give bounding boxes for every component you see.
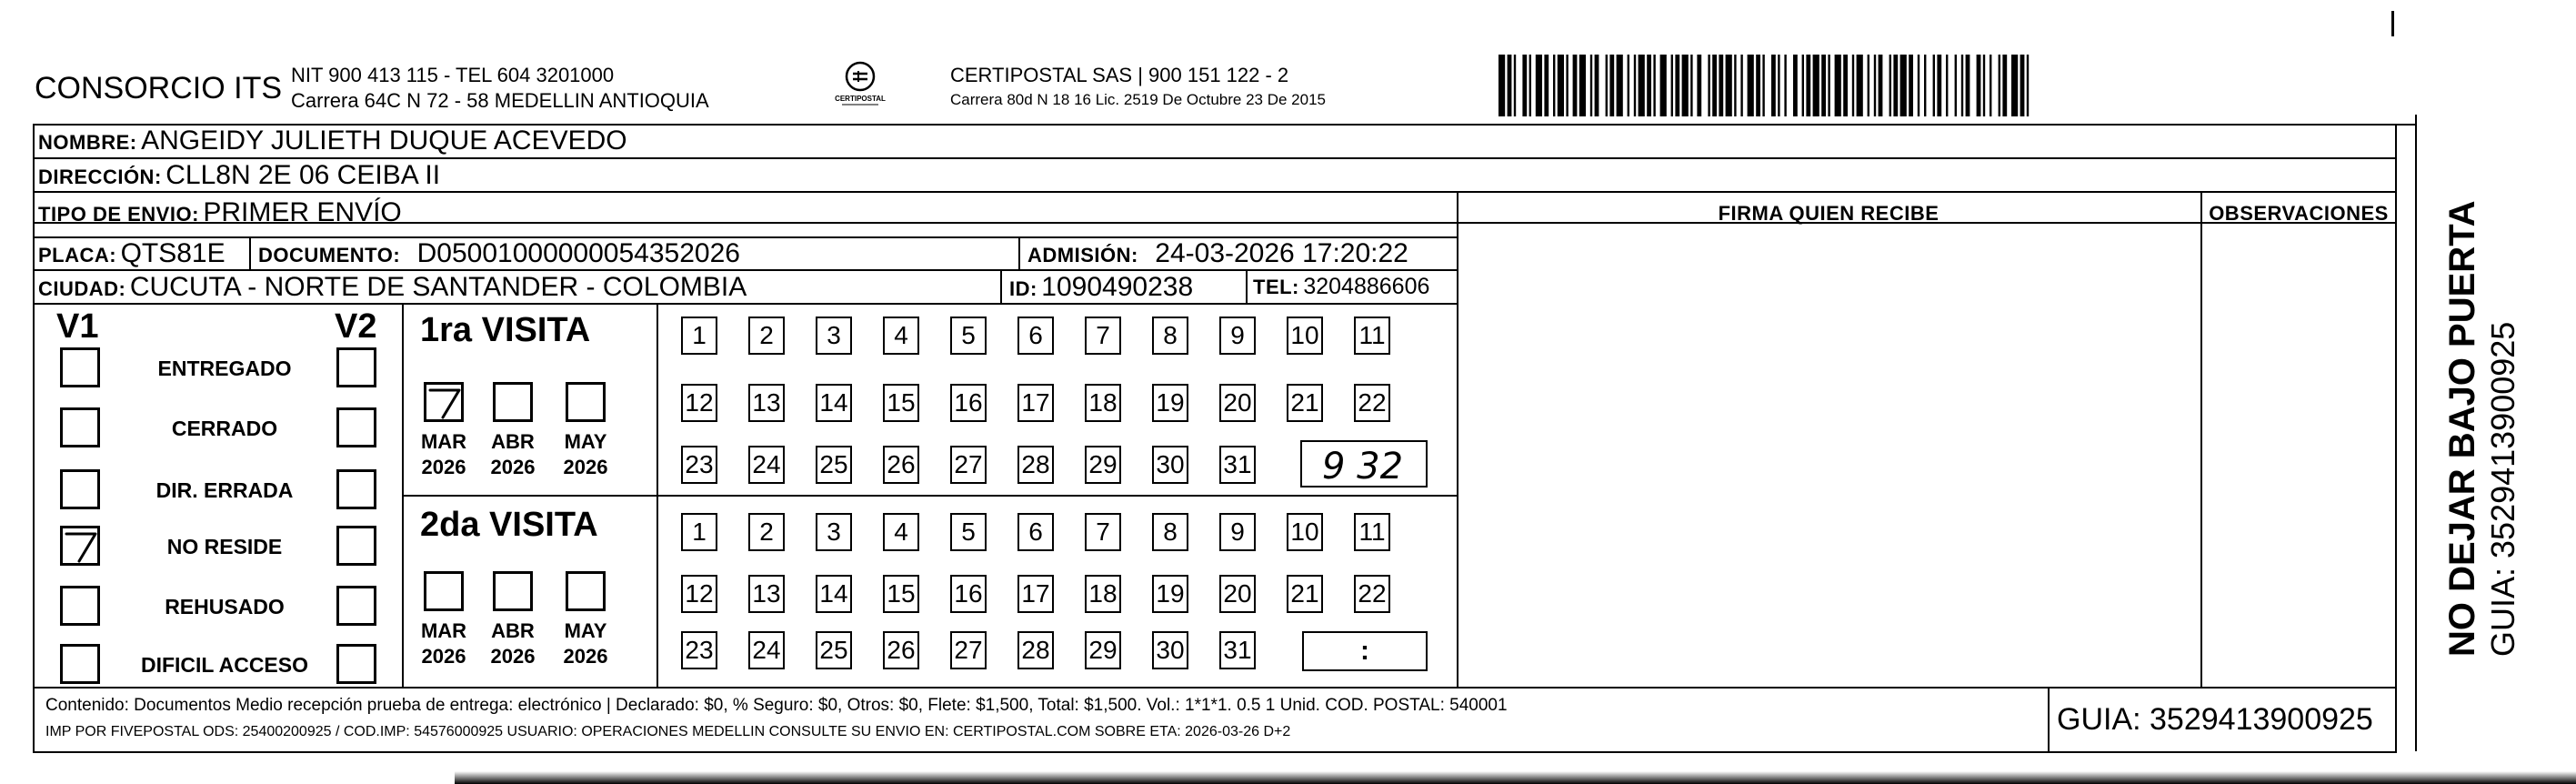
v1-checkbox-2[interactable] [60, 407, 100, 447]
barcode-bar [1544, 55, 1549, 116]
barcode-bar [1999, 55, 2000, 116]
barcode-bar [1868, 55, 1869, 116]
barcode-bar [1740, 55, 1742, 116]
barcode-bar [1697, 55, 1701, 116]
first-visit-day-box[interactable]: 28 [1017, 446, 1054, 484]
first-visit-day-box[interactable]: 22 [1354, 384, 1390, 422]
company-address: Carrera 64C N 72 - 58 MEDELLIN ANTIOQUIA [291, 89, 709, 112]
barcode-bar [1874, 55, 1876, 116]
first-visit-month-box[interactable] [424, 382, 464, 422]
first-visit-day-box[interactable]: 5 [950, 317, 987, 355]
id-label: ID: [1009, 277, 1037, 300]
certipostal-logo [835, 60, 886, 112]
v1-checkbox-3[interactable] [60, 469, 100, 509]
month-label: ABR [491, 619, 535, 642]
first-visit-day-box[interactable]: 16 [950, 384, 987, 422]
barcode-bar [1498, 55, 1505, 116]
first-visit-day-box[interactable]: 7 [1085, 317, 1121, 355]
logo-text: CERTIPOSTAL [835, 95, 886, 103]
second-visit-day-box[interactable]: 20 [1219, 575, 1256, 613]
first-visit-month-box[interactable] [566, 382, 606, 422]
barcode-bar [1933, 55, 1935, 116]
barcode-bar [1595, 55, 1599, 116]
tel-label: TEL: [1253, 276, 1299, 298]
barcode-bar [1553, 55, 1555, 116]
barcode-bar [1784, 55, 1786, 116]
barcode-bar [1924, 55, 1926, 116]
contenido-text: Contenido: Documentos Medio recepción prueba de entrega: electrónico | Declarado: $0, % Seguro: $0, Otros: $0, Flete: $1,500, Total: $1,500. Vol.: 1*1*1. 0.5 1 Unid. COD. POSTAL: 540001 [45, 696, 1508, 715]
v1-checkbox-1[interactable] [60, 347, 100, 387]
barcode-bar [1771, 55, 1776, 116]
first-visit-day-box[interactable]: 3 [816, 317, 852, 355]
barcode-bar [1653, 55, 1655, 116]
status-label: DIR. ERRADA [155, 478, 294, 502]
barcode-bar [1983, 55, 1985, 116]
barcode-bar [1566, 55, 1568, 116]
first-visit-day-box[interactable]: 30 [1152, 446, 1188, 484]
second-visit-day-box[interactable]: 17 [1017, 575, 1054, 613]
v2-checkbox-1[interactable] [336, 347, 376, 387]
first-visit-day-box[interactable]: 15 [883, 384, 919, 422]
barcode-bar [2027, 55, 2029, 116]
certipostal-logo-icon [835, 60, 886, 107]
second-visit-day-box[interactable]: 7 [1085, 513, 1121, 551]
first-visit-day-box[interactable]: 29 [1085, 446, 1121, 484]
carrier-license: Carrera 80d N 18 16 Lic. 2519 De Octubre 23 De 2015 [950, 91, 1326, 108]
first-visit-day-box[interactable]: 20 [1219, 384, 1256, 422]
barcode-bar [1813, 55, 1819, 116]
barcode-bar [1802, 55, 1804, 116]
first-visit-day-box[interactable]: 21 [1287, 384, 1323, 422]
admision-label: ADMISIÓN: [1027, 244, 1138, 266]
nombre-label: NOMBRE: [38, 131, 137, 154]
scan-shadow [455, 771, 2576, 784]
barcode-bar [1508, 55, 1512, 116]
observaciones-label: OBSERVACIONES [2209, 202, 2389, 225]
first-visit-day-box[interactable]: 24 [748, 446, 785, 484]
first-visit-hour-box[interactable] [1300, 440, 1428, 487]
barcode-bar [1961, 55, 1963, 116]
second-visit-day-box[interactable]: 22 [1354, 575, 1390, 613]
first-visit-day-box[interactable]: 8 [1152, 317, 1188, 355]
first-visit-day-box[interactable]: 18 [1085, 384, 1121, 422]
first-visit-day-box[interactable]: 25 [816, 446, 852, 484]
status-label: DIFICIL ACCESO [140, 653, 308, 677]
direccion-value: CLL8N 2E 06 CEIBA II [165, 160, 441, 190]
first-visit-day-box[interactable]: 11 [1354, 317, 1390, 355]
second-visit-day-box[interactable]: 14 [816, 575, 852, 613]
year-label: 2026 [563, 456, 608, 478]
v2-checkbox-5[interactable] [336, 586, 376, 626]
status-label: CERRADO [171, 417, 278, 440]
firma-label: FIRMA QUIEN RECIBE [1718, 202, 1940, 225]
second-visit-day-box[interactable]: 3 [816, 513, 852, 551]
barcode-bar [1734, 55, 1736, 116]
year-label: 2026 [490, 645, 536, 668]
check-mark-icon [426, 385, 463, 421]
first-visit-day-box[interactable]: 2 [748, 317, 785, 355]
barcode-bar [1726, 55, 1732, 116]
barcode-bar [1756, 55, 1760, 116]
second-visit-day-box[interactable]: 10 [1287, 513, 1323, 551]
v1-checkbox-4[interactable] [60, 526, 100, 566]
second-visit-day-box[interactable]: 24 [748, 631, 785, 669]
second-visit-day-box[interactable]: 29 [1085, 631, 1121, 669]
tipo-envio-label: TIPO DE ENVIO: [38, 203, 199, 226]
v1-label: V1 [56, 307, 99, 346]
month-label: MAY [564, 619, 607, 642]
barcode-bar [1778, 55, 1779, 116]
barcode-bar [1893, 55, 1898, 116]
second-visit-day-box[interactable]: 31 [1219, 631, 1256, 669]
direccion-row [38, 160, 440, 191]
side-guia: GUIA: 3529413900925 [2484, 321, 2521, 657]
scan-mark [2391, 11, 2394, 36]
direccion-label: DIRECCIÓN: [38, 166, 162, 188]
ciudad-label: CIUDAD: [38, 277, 126, 300]
barcode-bar [1634, 55, 1636, 116]
barcode-bar [1889, 55, 1891, 116]
second-visit-day-box[interactable]: 8 [1152, 513, 1188, 551]
second-visit-day-box[interactable]: 26 [883, 631, 919, 669]
second-visit-day-box[interactable]: 13 [748, 575, 785, 613]
first-visit-day-box[interactable]: 19 [1152, 384, 1188, 422]
status-label: NO RESIDE [166, 535, 283, 558]
barcode-bar [1879, 55, 1883, 116]
first-visit-day-box[interactable]: 14 [816, 384, 852, 422]
status-label: REHUSADO [165, 595, 285, 618]
barcode-bar [1639, 55, 1645, 116]
barcode-bar [1514, 55, 1516, 116]
barcode-bar [1573, 55, 1578, 116]
second-visit-day-box[interactable]: 25 [816, 631, 852, 669]
first-visit-day-box[interactable]: 13 [748, 384, 785, 422]
first-visit-day-box[interactable]: 9 [1219, 317, 1256, 355]
barcode-bar [1712, 55, 1717, 116]
first-visit-day-box[interactable]: 4 [883, 317, 919, 355]
year-label: 2026 [421, 456, 466, 478]
v2-checkbox-4[interactable] [336, 526, 376, 566]
barcode-bar [1682, 55, 1689, 116]
barcode-bar [1719, 55, 1723, 116]
second-visit-day-box[interactable]: 11 [1354, 513, 1390, 551]
barcode-bar [1977, 55, 1981, 116]
first-visit-day-box[interactable]: 12 [681, 384, 717, 422]
second-visit-day-box[interactable]: 30 [1152, 631, 1188, 669]
barcode-bar [1675, 55, 1679, 116]
barcode-bar [1955, 55, 1957, 116]
month-label: MAR [420, 619, 467, 642]
placa-value: QTS81E [120, 238, 226, 268]
barcode [1498, 55, 2182, 116]
second-visit-month-box[interactable] [566, 571, 606, 611]
second-visit-day-box[interactable]: 27 [950, 631, 987, 669]
barcode-bar [1946, 55, 1948, 116]
barcode-bar [1579, 55, 1586, 116]
check-mark-icon [63, 528, 99, 565]
tipo-envio-row [38, 197, 402, 228]
barcode-bar [1529, 55, 1531, 116]
barcode-bar [1762, 55, 1764, 116]
first-visit-day-box[interactable]: 17 [1017, 384, 1054, 422]
barcode-bar [1843, 55, 1848, 116]
company-nit: NIT 900 413 115 - TEL 604 3201000 [291, 64, 615, 86]
barcode-bar [1966, 55, 1970, 116]
year-label: 2026 [563, 645, 608, 668]
month-label: ABR [491, 430, 535, 453]
barcode-bar [1990, 55, 1991, 116]
second-visit-hour-box[interactable] [1302, 631, 1428, 671]
barcode-bar [1617, 55, 1623, 116]
barcode-bar [1606, 55, 1608, 116]
v2-label: V2 [335, 307, 377, 346]
company-name: CONSORCIO ITS [35, 71, 283, 106]
second-visit-day-box[interactable]: 23 [681, 631, 717, 669]
barcode-bar [1660, 55, 1667, 116]
second-visit-day-box[interactable]: 2 [748, 513, 785, 551]
second-visit-day-box[interactable]: 5 [950, 513, 987, 551]
first-visit-day-box[interactable]: 23 [681, 446, 717, 484]
second-visit-day-box[interactable]: 6 [1017, 513, 1054, 551]
second-visit-day-box[interactable]: 16 [950, 575, 987, 613]
id-field [1009, 272, 1193, 303]
month-label: MAY [564, 430, 607, 453]
first-visit-day-box[interactable]: 31 [1219, 446, 1256, 484]
year-label: 2026 [490, 456, 536, 478]
barcode-bar [1590, 55, 1592, 116]
v2-checkbox-2[interactable] [336, 407, 376, 447]
tipo-envio-value: PRIMER ENVÍO [203, 197, 402, 227]
barcode-bar [1828, 55, 1829, 116]
first-visit-label: 1ra VISITA [420, 311, 591, 349]
year-label: 2026 [421, 645, 466, 668]
admision-value: 24-03-2026 17:20:22 [1155, 238, 1408, 268]
barcode-bar [1536, 55, 1542, 116]
documento-label: DOCUMENTO: [258, 244, 401, 266]
barcode-bar [1609, 55, 1614, 116]
v1-checkbox-6[interactable] [60, 644, 100, 684]
documento-value: D05001000000054352026 [416, 238, 740, 268]
barcode-bar [1671, 55, 1673, 116]
second-visit-day-box[interactable]: 21 [1287, 575, 1323, 613]
barcode-bar [1821, 55, 1826, 116]
barcode-bar [1690, 55, 1692, 116]
second-visit-month-box[interactable] [424, 571, 464, 611]
barcode-bar [2002, 55, 2007, 116]
first-visit-day-box[interactable]: 10 [1287, 317, 1323, 355]
first-visit-day-box[interactable]: 26 [883, 446, 919, 484]
month-label: MAR [420, 430, 467, 453]
ciudad-value: CUCUTA - NORTE DE SANTANDER - COLOMBIA [129, 272, 747, 302]
imp-text: IMP POR FIVEPOSTAL ODS: 25400200925 / COD.IMP: 54576000925 USUARIO: OPERACIONES MEDELLIN CONSULTE SU ENVIO EN: CERTIPOSTAL.COM SOBRE ETA: 2026-03-26 D+2 [45, 724, 1291, 739]
v2-checkbox-6[interactable] [336, 644, 376, 684]
admision-field [1027, 238, 1408, 269]
first-visit-month-box[interactable] [493, 382, 533, 422]
first-visit-hour-value: 9 32 [1322, 446, 1404, 487]
placa-label: PLACA: [38, 244, 117, 266]
first-visit-day-box[interactable]: 1 [681, 317, 717, 355]
barcode-bar [1852, 55, 1854, 116]
barcode-bar [1522, 55, 1527, 116]
second-visit-day-box[interactable]: 28 [1017, 631, 1054, 669]
barcode-bar [1918, 55, 1919, 116]
v1-checkbox-5[interactable] [60, 586, 100, 626]
v2-checkbox-3[interactable] [336, 469, 376, 509]
barcode-bar [1748, 55, 1754, 116]
id-value: 1090490238 [1041, 272, 1194, 302]
barcode-bar [1708, 55, 1709, 116]
barcode-bar [1558, 55, 1564, 116]
footer-guia: GUIA: 3529413900925 [2057, 702, 2373, 737]
barcode-bar [1793, 55, 1798, 116]
status-label: ENTREGADO [157, 357, 292, 380]
tel-value: 3204886606 [1303, 274, 1430, 299]
nombre-row [38, 126, 627, 156]
second-visit-label: 2da VISITA [420, 506, 598, 544]
documento-field [258, 238, 740, 269]
second-visit-day-box[interactable]: 18 [1085, 575, 1121, 613]
second-visit-day-box[interactable]: 15 [883, 575, 919, 613]
second-visit-day-box[interactable]: 1 [681, 513, 717, 551]
second-visit-month-box[interactable] [493, 571, 533, 611]
carrier-name: CERTIPOSTAL SAS | 900 151 122 - 2 [950, 64, 1289, 86]
barcode-bar [1835, 55, 1841, 116]
first-visit-day-box[interactable]: 27 [950, 446, 987, 484]
barcode-bar [1857, 55, 1863, 116]
barcode-bar [1647, 55, 1651, 116]
barcode-bar [1900, 55, 1907, 116]
barcode-bar [1937, 55, 1941, 116]
second-visit-hour-value: : [1360, 636, 1369, 666]
barcode-bar [1628, 55, 1629, 116]
barcode-bar [1909, 55, 1913, 116]
placa-field [38, 238, 226, 269]
barcode-bar [2011, 55, 2018, 116]
second-visit-day-box[interactable]: 9 [1219, 513, 1256, 551]
nombre-value: ANGEIDY JULIETH DUQUE ACEVEDO [141, 126, 627, 156]
second-visit-day-box[interactable]: 4 [883, 513, 919, 551]
second-visit-day-box[interactable]: 12 [681, 575, 717, 613]
tel-field [1253, 274, 1429, 300]
second-visit-day-box[interactable]: 19 [1152, 575, 1188, 613]
ciudad-field [38, 272, 747, 303]
barcode-bar [1806, 55, 1810, 116]
first-visit-day-box[interactable]: 6 [1017, 317, 1054, 355]
barcode-bar [2020, 55, 2025, 116]
side-notice: NO DEJAR BAJO PUERTA [2442, 200, 2482, 657]
